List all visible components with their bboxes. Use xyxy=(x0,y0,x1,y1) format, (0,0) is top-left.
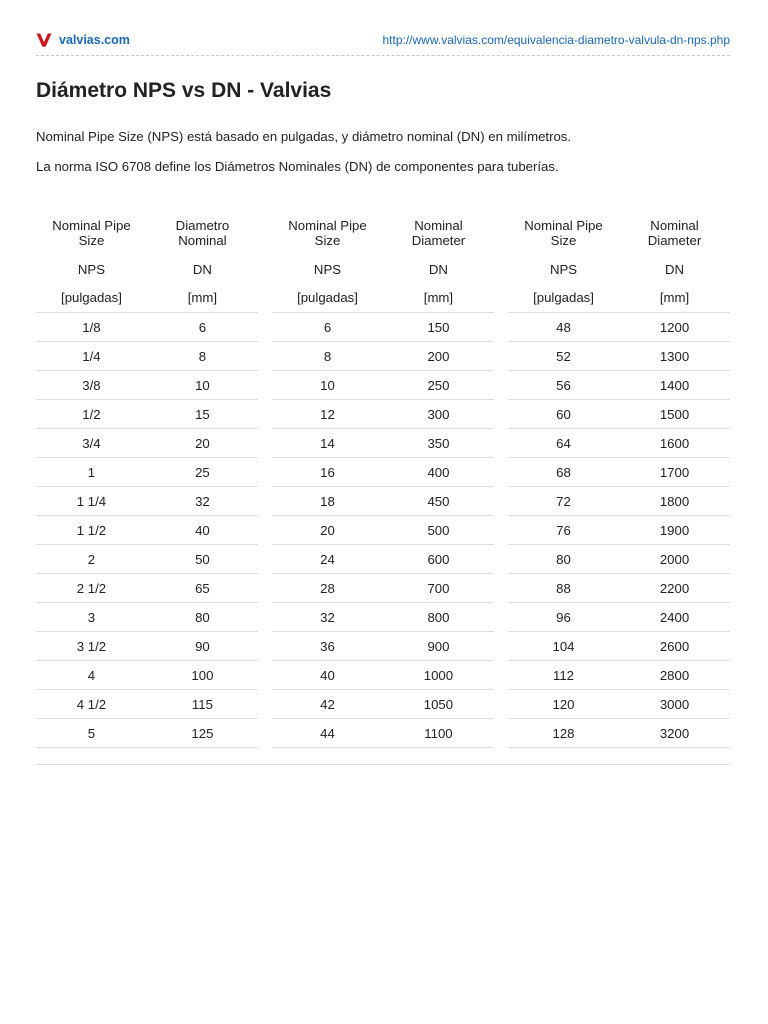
table-row xyxy=(36,370,730,399)
cell-dn-value: 25 xyxy=(147,457,258,486)
cell-nps-value: 18 xyxy=(272,486,383,515)
page-header xyxy=(36,32,730,52)
header-divider xyxy=(36,55,730,56)
cell-dn-value: 3200 xyxy=(619,718,730,748)
cell-nps-value: 1 1/2 xyxy=(36,515,147,544)
cell-dn-value: 600 xyxy=(383,544,494,573)
column-header-dn: Nominal Diameter xyxy=(411,217,466,248)
cell-dn-value: 1900 xyxy=(619,515,730,544)
cell-dn-value: 125 xyxy=(147,718,258,748)
cell-nps-value: 2 xyxy=(36,544,147,573)
cell-dn-value: 115 xyxy=(147,689,258,718)
cell-nps-value: 14 xyxy=(272,428,383,457)
column-unit-dn: [mm] xyxy=(659,290,690,305)
table-row xyxy=(36,573,730,602)
cell-nps-value: 56 xyxy=(508,370,619,399)
cell-dn-value: 2400 xyxy=(619,602,730,631)
column-abbr-nps: NPS xyxy=(313,261,342,277)
cell-nps-value: 40 xyxy=(272,660,383,689)
table-row xyxy=(36,399,730,428)
column-header-dn: Diametro Nominal xyxy=(175,217,230,248)
cell-dn-value: 450 xyxy=(383,486,494,515)
cell-dn-value: 300 xyxy=(383,399,494,428)
cell-dn-value: 1200 xyxy=(619,312,730,341)
table-row xyxy=(36,718,730,748)
cell-dn-value: 40 xyxy=(147,515,258,544)
cell-dn-value: 15 xyxy=(147,399,258,428)
table-row xyxy=(36,631,730,660)
cell-dn-value: 700 xyxy=(383,573,494,602)
cell-dn-value: 2200 xyxy=(619,573,730,602)
cell-dn-value: 32 xyxy=(147,486,258,515)
column-abbr-dn: DN xyxy=(192,261,212,277)
cell-nps-value: 1/4 xyxy=(36,341,147,370)
cell-dn-value: 65 xyxy=(147,573,258,602)
column-abbr-dn: DN xyxy=(428,261,448,277)
cell-dn-value: 1400 xyxy=(619,370,730,399)
table-row xyxy=(36,457,730,486)
cell-nps-value: 48 xyxy=(508,312,619,341)
column-unit-dn: [mm] xyxy=(187,290,218,305)
table-row xyxy=(36,341,730,370)
column-unit-nps: [pulgadas] xyxy=(61,290,122,305)
table-body xyxy=(36,312,730,748)
cell-dn-value: 800 xyxy=(383,602,494,631)
cell-nps-value: 1/8 xyxy=(36,312,147,341)
cell-nps-value: 52 xyxy=(508,341,619,370)
cell-dn-value: 8 xyxy=(147,341,258,370)
cell-nps-value: 36 xyxy=(272,631,383,660)
table-row xyxy=(36,544,730,573)
nps-dn-equivalence-table xyxy=(36,208,730,748)
cell-nps-value: 24 xyxy=(272,544,383,573)
cell-nps-value: 88 xyxy=(508,573,619,602)
cell-nps-value: 4 1/2 xyxy=(36,689,147,718)
cell-dn-value: 500 xyxy=(383,515,494,544)
cell-dn-value: 900 xyxy=(383,631,494,660)
cell-nps-value: 10 xyxy=(272,370,383,399)
column-abbr-dn: DN xyxy=(664,261,685,277)
cell-dn-value: 1800 xyxy=(619,486,730,515)
cell-nps-value: 96 xyxy=(508,602,619,631)
cell-dn-value: 1700 xyxy=(619,457,730,486)
cell-dn-value: 100 xyxy=(147,660,258,689)
cell-nps-value: 3 1/2 xyxy=(36,631,147,660)
cell-dn-value: 10 xyxy=(147,370,258,399)
column-unit-dn: [mm] xyxy=(423,290,454,305)
cell-dn-value: 2600 xyxy=(619,631,730,660)
intro-paragraph-iso: La norma ISO 6708 define los Diámetros Nominales (DN) de componentes para tuberías. xyxy=(36,159,559,174)
cell-nps-value: 12 xyxy=(272,399,383,428)
cell-dn-value: 90 xyxy=(147,631,258,660)
cell-nps-value: 3/8 xyxy=(36,370,147,399)
cell-nps-value: 104 xyxy=(508,631,619,660)
intro-paragraph-nps: Nominal Pipe Size (NPS) está basado en pulgadas, y diámetro nominal (DN) en milímetros. xyxy=(36,129,572,144)
cell-dn-value: 2000 xyxy=(619,544,730,573)
table-row xyxy=(36,515,730,544)
cell-dn-value: 1600 xyxy=(619,428,730,457)
page-url-link[interactable]: http://www.valvias.com/equivalencia-diametro-valvula-dn-nps.php xyxy=(382,33,730,47)
cell-nps-value: 8 xyxy=(272,341,383,370)
cell-nps-value: 112 xyxy=(508,660,619,689)
cell-nps-value: 120 xyxy=(508,689,619,718)
cell-nps-value: 42 xyxy=(272,689,383,718)
footer-divider xyxy=(36,764,730,765)
cell-dn-value: 50 xyxy=(147,544,258,573)
cell-nps-value: 6 xyxy=(272,312,383,341)
cell-nps-value: 68 xyxy=(508,457,619,486)
cell-dn-value: 3000 xyxy=(619,689,730,718)
cell-nps-value: 5 xyxy=(36,718,147,748)
cell-nps-value: 76 xyxy=(508,515,619,544)
nps-dn-table-container xyxy=(36,208,730,748)
cell-nps-value: 80 xyxy=(508,544,619,573)
column-unit-nps: [pulgadas] xyxy=(297,290,358,305)
cell-nps-value: 1/2 xyxy=(36,399,147,428)
table-row xyxy=(36,486,730,515)
cell-dn-value: 2800 xyxy=(619,660,730,689)
table-row xyxy=(36,428,730,457)
cell-nps-value: 3 xyxy=(36,602,147,631)
table-row xyxy=(36,602,730,631)
cell-dn-value: 150 xyxy=(383,312,494,341)
cell-dn-value: 200 xyxy=(383,341,494,370)
column-abbr-nps: NPS xyxy=(549,261,578,277)
column-unit-nps: [pulgadas] xyxy=(533,290,594,305)
cell-dn-value: 1500 xyxy=(619,399,730,428)
column-header-nps: Nominal Pipe Size xyxy=(52,217,131,248)
cell-nps-value: 64 xyxy=(508,428,619,457)
valvias-logo-icon[interactable] xyxy=(36,32,52,48)
cell-dn-value: 400 xyxy=(383,457,494,486)
column-header-dn: Nominal Diameter xyxy=(647,217,702,248)
cell-nps-value: 4 xyxy=(36,660,147,689)
cell-nps-value: 2 1/2 xyxy=(36,573,147,602)
cell-nps-value: 1 1/4 xyxy=(36,486,147,515)
cell-nps-value: 72 xyxy=(508,486,619,515)
cell-dn-value: 250 xyxy=(383,370,494,399)
column-header-nps: Nominal Pipe Size xyxy=(524,217,603,248)
cell-nps-value: 32 xyxy=(272,602,383,631)
cell-nps-value: 28 xyxy=(272,573,383,602)
cell-nps-value: 1 xyxy=(36,457,147,486)
cell-nps-value: 20 xyxy=(272,515,383,544)
table-row xyxy=(36,312,730,341)
cell-dn-value: 1100 xyxy=(383,718,494,748)
cell-dn-value: 1000 xyxy=(383,660,494,689)
table-row xyxy=(36,660,730,689)
cell-dn-value: 20 xyxy=(147,428,258,457)
page-title: Diámetro NPS vs DN - Valvias xyxy=(36,79,332,102)
site-name-link[interactable]: valvias.com xyxy=(59,33,130,47)
cell-nps-value: 3/4 xyxy=(36,428,147,457)
cell-dn-value: 1050 xyxy=(383,689,494,718)
cell-nps-value: 60 xyxy=(508,399,619,428)
column-header-nps: Nominal Pipe Size xyxy=(288,217,367,248)
column-abbr-nps: NPS xyxy=(77,261,106,277)
cell-dn-value: 350 xyxy=(383,428,494,457)
cell-dn-value: 80 xyxy=(147,602,258,631)
cell-dn-value: 6 xyxy=(147,312,258,341)
cell-nps-value: 128 xyxy=(508,718,619,748)
cell-nps-value: 16 xyxy=(272,457,383,486)
cell-dn-value: 1300 xyxy=(619,341,730,370)
cell-nps-value: 44 xyxy=(272,718,383,748)
table-row xyxy=(36,689,730,718)
